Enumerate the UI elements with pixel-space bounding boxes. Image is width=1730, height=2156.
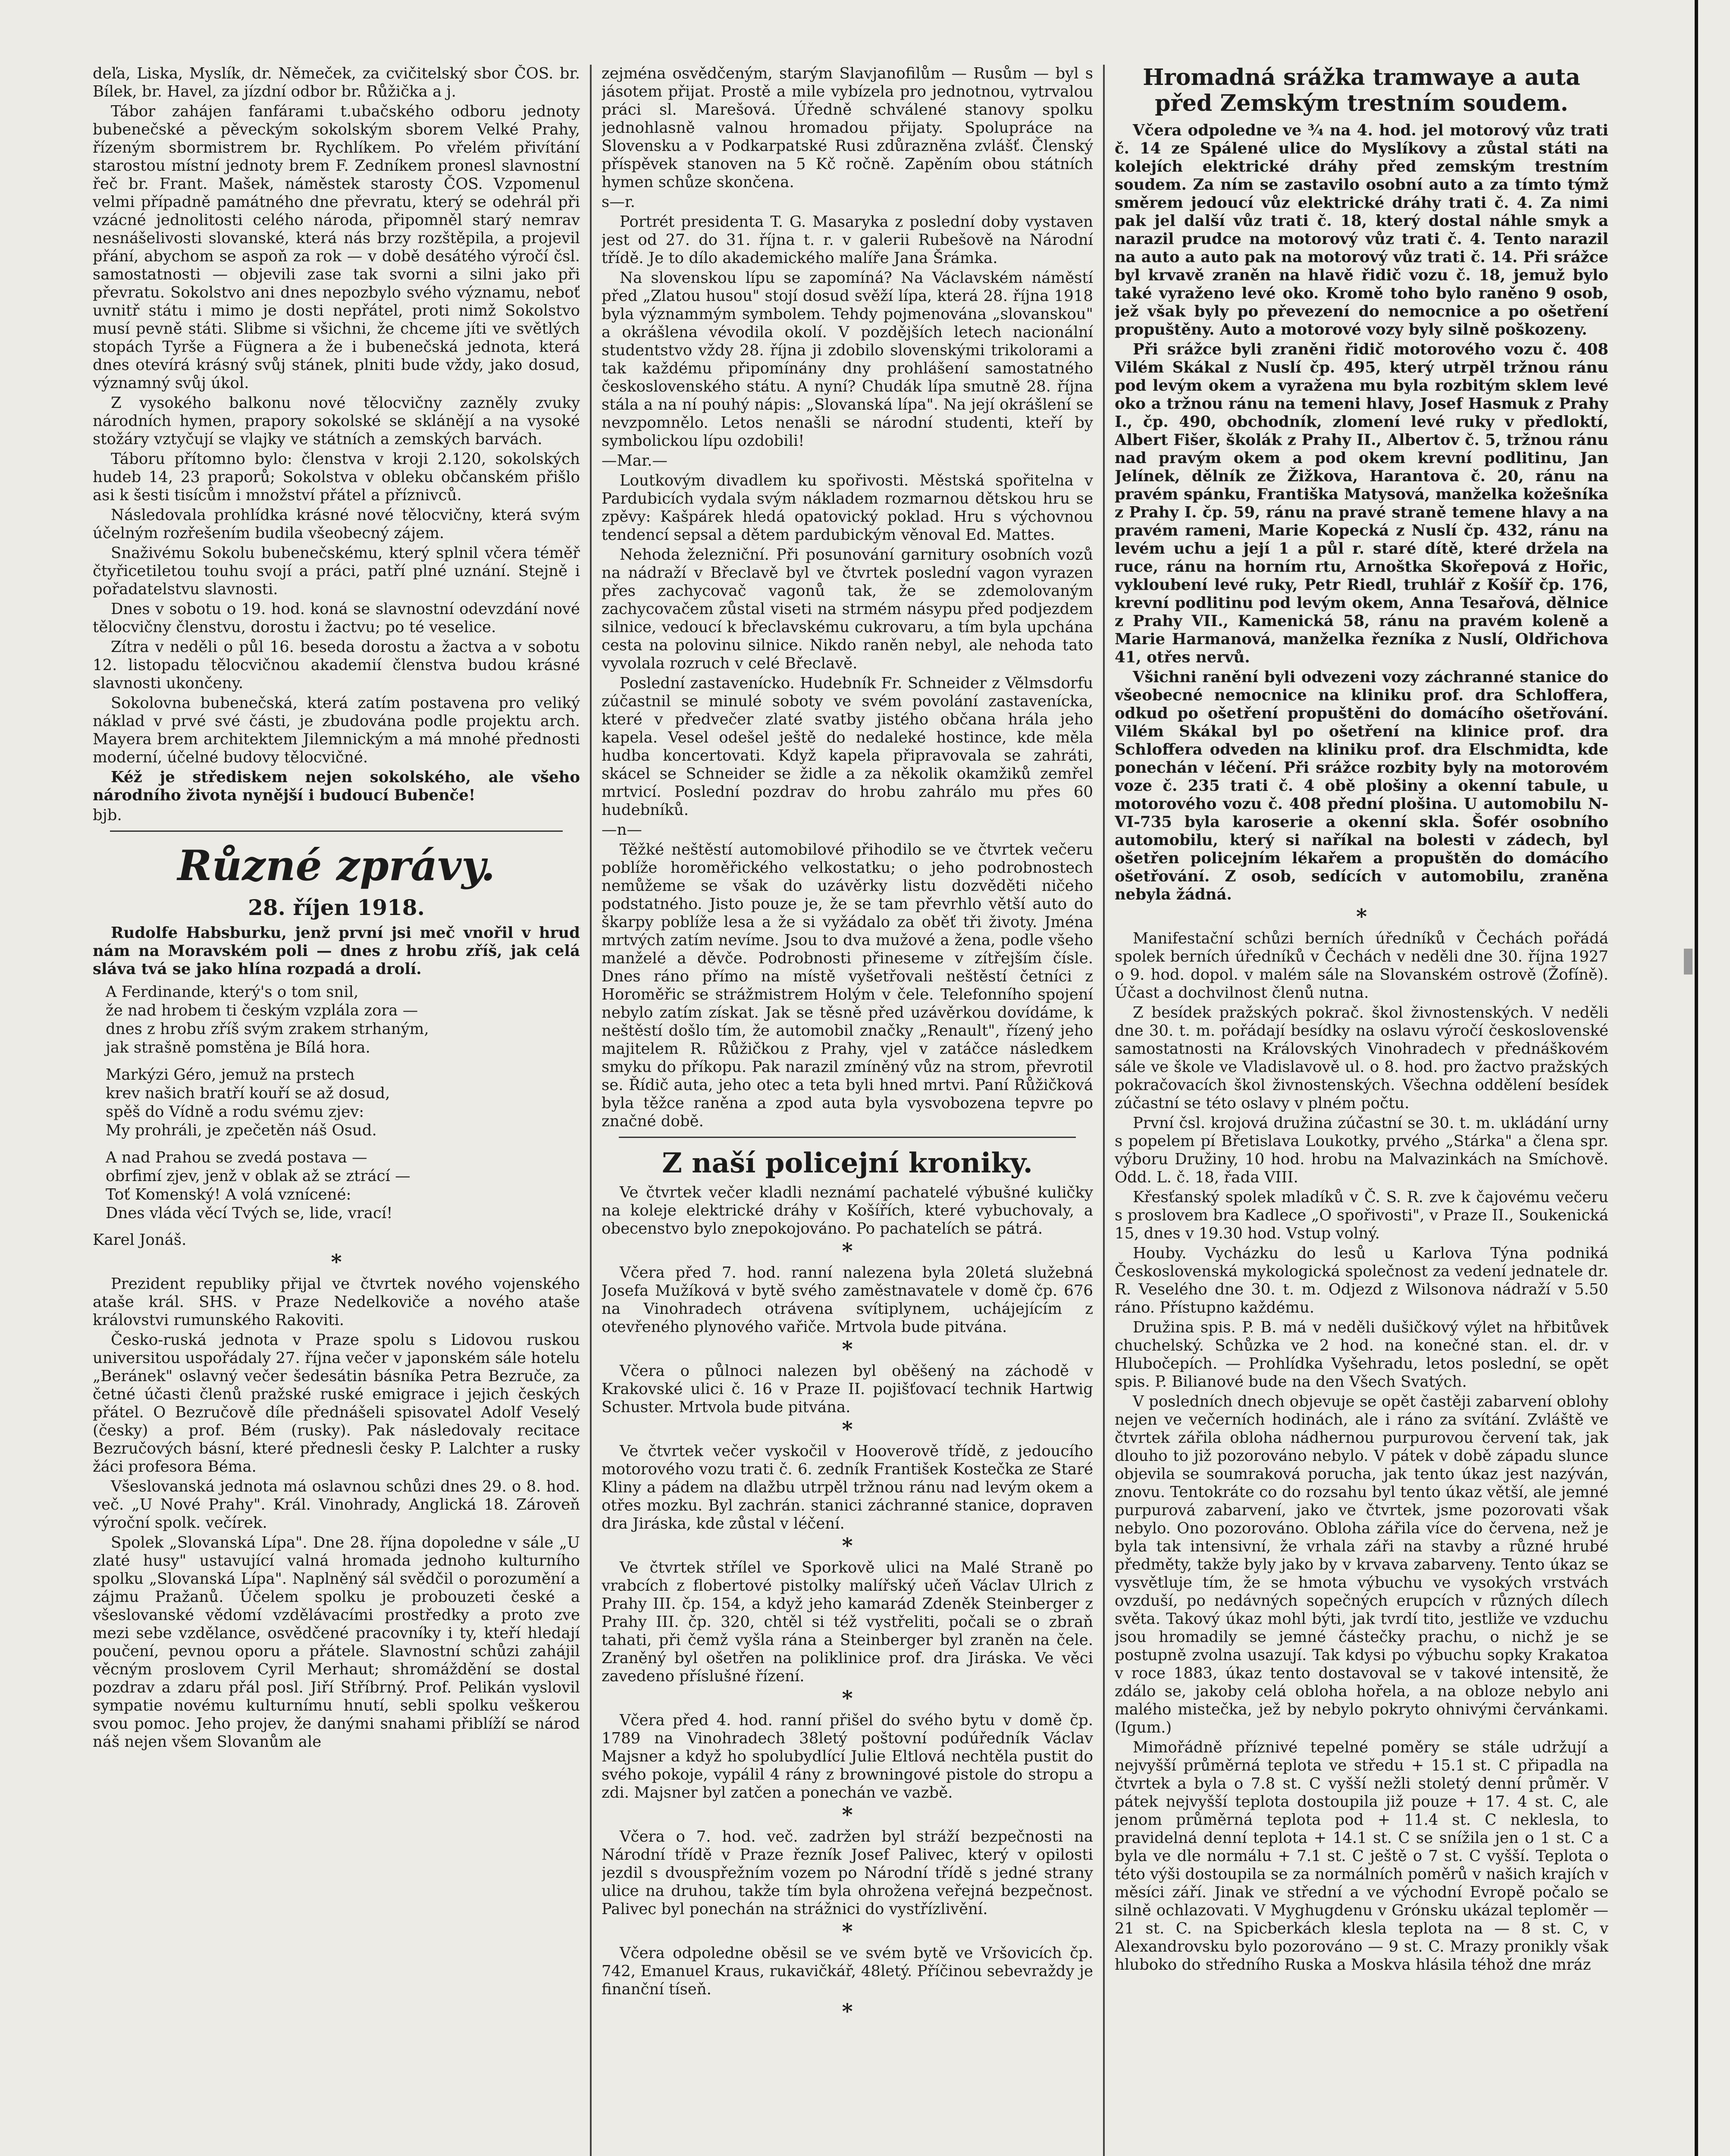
paragraph: Mimořádně příznivé tepelné poměry se stále udržují a nejvyšší průměrná teplota ve středu + 15.1 st. C připadla na čtvrtek a byla o 7.8 st. C vyšší nežli stoletý denní průměr. V pátek nejvyšší teplota dostoupila již pouze + 17. 4 st. C, ale jenom průměrná teplota pod + 11.4 st. C neklesla, to pravidelná denní teplota + 14.1 st. C se snížila jen o 1 st. C a byla ve dle normálu + 7.1 st. C ještě o 7 st. C vyšší. Teplota o této výši dostoupila se za normálních poměrů v našich krajích v měsíci září. Jinak ve střední a ve východní Evropě počalo se silně ochlazovati. V Myghugdenu v Grónsku ukázal teploměr — 21 st. C. na Spicberkách klesla teplota na — 8 st. C, v Alexandrovsku bylo pozorováno — 9 st. C. Mrazy pronikly však hluboko do středního Ruska a Moskva hlásila téhož dne mráz — [1115, 1739, 1608, 1974]
paragraph: Manifestační schůzi berních úředníků v Čechách pořádá spolek berních úředníků v Čechách v neděli dne 30. října 1927 o 9. hod. dopol. v malém sále na Slovanském ostrově (Žofíně). Účast a dochvilnost členů nutna. — [1115, 930, 1608, 1002]
poem-line: obrfimí zjev, jenž v oblak až se ztrácí — — [106, 1167, 411, 1185]
asterisk-divider: * — [1356, 905, 1367, 929]
poem-line: dnes z hrobu zříš svým zrakem strhaným, — [106, 1020, 429, 1038]
asterisk-divider: * — [842, 1337, 853, 1361]
paragraph: Kéž je střediskem nejen sokolského, ale všeho národního života nynější i budoucí Bubenče! — [93, 768, 580, 804]
article-heading: Hromadná srážka tramwaye a auta před Zemským trestním soudem. — [1143, 65, 1580, 116]
paragraph: Všichni ranění byli odvezeni vozy záchranné stanice do všeobecné nemocnice na kliniku prof. dra Schloffera, odkud po ošetření propuštěni do domácího ošetřování. Vilém Skákal byl po ošetření na klinice prof. dra Schloffera odveden na kliniku prof. dra Elschmidta, kde ponechán v léčení. Při srážce rozbity byly na motorovém voze č. 235 trati č. 4 obě plošiny a okenní tabule, u motorového vozu č. 408 přední plošina. U automobilu N-VI-735 byla karoserie a okenní skla. Šofér osobního automobilu, který si naříkal na bolesti v zádech, byl ošetřen policejním lékařem a propuštěn do domácího ošetřování. Z osob, sedících v automobilu, zraněna nebyla žádná. — [1115, 668, 1608, 903]
paragraph: Prezident republiky přijal ve čtvrtek nového vojenského ataše král. SHS. v Praze Nedelkoviče a nového ataše královstvi rumunského Rakoviti. — [93, 1275, 580, 1329]
paragraph: deľa, Liska, Myslík, dr. Němeček, za cvičitelský sbor ČOS. br. Bílek, br. Havel, za jízdní odbor br. Růžička a j. — [93, 65, 580, 100]
asterisk-divider: * — [842, 1803, 853, 1827]
poem-stanza — [106, 1148, 580, 1222]
column-middle — [602, 65, 1093, 2156]
paragraph: Těžké neštěstí automobilové přihodilo se ve čtvrtek večeru poblíže horoměřického velkostatku; o jeho podrobnostech nemůžeme se však do uzávěrky listu dozvěděti ničeho podstatného. Jisto pouze je, že se tam převrhlo větší auto do škarpy poblíže lesa a že si vyžádalo za oběť tři životy. Jména mrtvých zatím nevíme. Jsou to dva mužové a žena, podle všeho manželé a děvče. Podrobnosti přineseme v zítřejším čísle. Dnes ráno přímo na místě vyšetřovali neštěstí četníci z Horoměřic se strážmistrem Holým v čele. Telefonního spojení nebylo zatím získat. Jak se těsně před uzávěrkou dovídáme, k neštěstí došlo tím, že automobil značky „Renault", řízený jeho majitelem R. Růžičkou z Prahy, vjel v zatáčce následkem smyku do příkopu. Pak narazil zmíněný vůz na strom, převrotil se. Řídič auta, jeho otec a teta byli hned mrtvi. Paní Růžičková byla těžce raněna a zpod auta byla vysvobozena tepvre po značné době. — [602, 841, 1093, 1130]
asterisk-divider: * — [842, 1239, 853, 1263]
paragraph: V posledních dnech objevuje se opět častěji zabarvení oblohy nejen ve večerních hodinách, ale i ráno za svítání. Zvláště ve čtvrtek zářila obloha nádhernou purpurovou červení tak, jak dlouho to již pozorováno nebylo. V pátek v době západu slunce objevila se soumraková porucha, jak tento úkaz jest nazýván, znovu. Tentokráte co do rozsahu byl tento úkaz větší, ale jemné purpurová zabarvení, jako ve čtvrtek, jsme pozorovati však nebylo. Ono pozorováno. Obloha zářila více do červena, než je byla tak intensivní, že vrhala záři na stavby a různé hrubé předměty, takže byly jako by v krvava zabarveny. Tento úkaz se vysvětluje tím, že se hmota výbuchu ve vysokých vrstvách ovzduší, po nedávných sopečných erupcích v různých dílech světa. Takový úkaz mohl býti, jak tvrdí tito, jestliže ve vzduchu jsou hromadily se jemné částečky prachu, o nichž je se postupně zvolna usazují. Tak kdysi po výbuchu sopky Krakatoa v roce 1883, úkaz tento dostavoval se v takové intensitě, že zdálo se, jakoby celá obloha hořela, a na obloze nebylo ani malého mistečka, jež by nebylo pokryto ohnivými červánkami. (Igum.) — [1115, 1393, 1608, 1736]
paragraph: Včera o 7. hod. več. zadržen byl stráží bezpečnosti na Národní třídě v Praze řezník Josef Palivec, který v opilosti jezdil s dvouspřežním vozem po Národní třídě s jedné strany ulice na druhou, takže tím byla ohrožena veřejná bezpečnost. Palivec byl ponechán na strážnici do vystřízlivění. — [602, 1828, 1093, 1918]
paragraph: Sokolovna bubenečská, která zatím postavena pro veliký náklad v prvé své části, je zbudována podle projektu arch. Mayera brem architektem Jilemnickým a má mnohé přednosti moderní, účelné budovy tělocvičné. — [93, 694, 580, 766]
asterisk-divider: * — [842, 1919, 853, 1943]
paragraph: Z besídek pražských pokrač. škol živnostenských. V neděli dne 30. t. m. pořádají besídky na oslavu výročí československé samostatnosti na Královských Vinohradech v přednáškovém sále ve škole ve Vladislavově ul. o 8. hod. pro žactvo pražských pokračovacích škol živnostenských. Všechna oddělení besídek zúčastní se této oslavy v plném počtu. — [1115, 1004, 1608, 1112]
paragraph: Družina spis. P. B. má v neděli dušičkový výlet na hřbitůvek chuchelský. Schůzka ve 2 hod. na konečné stan. el. dr. v Hlubočepích. — Prohlídka Vyšehradu, letos poslední, se opět spis. P. Bilianové bude na den Všech Svatých. — [1115, 1319, 1608, 1391]
paragraph: Zítra v neděli o půl 16. beseda dorostu a žactva a v sobotu 12. listopadu tělocvičnou akademií členstva budou krásné slavnosti ukončeny. — [93, 638, 580, 692]
paragraph: Tábor zahájen fanfárami t.ubačského odboru jednoty bubenečské a pěveckým sokolským sborem Velké Prahy, řízeným sbormistrem br. Rychlíkem. Po vřelém přivítání starostou místní jednoty brem F. Zedníkem pronesl slavnostní řeč br. Frant. Mašek, náměstek starosty ČOS. Vzpomenul velmi případně památného dne převratu, který se odehrál při vzácné jednolitosti celého národa, připomněl starý nemrav nesnášelivosti slovanské, která nás brzy rozštěpila, a projevil přání, abychom se aspoň za rok — v době desátého výročí čsl. samostatnosti — objevili zase tak svorni a silni jako při převratu. Sokolstvo ani dnes nepozbylo svého významu, neboť uvnitř státu i mimo je dosti nepřátel, proti nimž Sokolstvo musí pevně státi. Slibme si všichni, že chceme jíti ve světlých stopách Tyrše a Fügnera a že i bubenečská jednota, která dnes otevírá krásný svůj stánek, plniti bude vždy, jako dosud, významný svůj úkol. — [93, 103, 580, 392]
paragraph: Včera před 7. hod. ranní nalezena byla 20letá služebná Josefa Mužíková v bytě svého zaměstnavatele v domě čp. 676 na Vinohradech otrávena svítiplynem, uchájejícím z otevřeného plynového vařiče. Mrtvola bude pitvána. — [602, 1264, 1093, 1336]
paragraph: Snaživému Sokolu bubenečskému, který splnil včera téměř čtyřicetiletou touhu svojí a práci, patří plné uznání. Stejně i pořadatelstvu slavnosti. — [93, 544, 580, 598]
poet-name: Karel Jonáš. — [93, 1231, 187, 1249]
poem-line: A nad Prahou se zvedá postava — — [106, 1149, 367, 1166]
paper-mark — [1684, 949, 1692, 975]
paragraph: zejména osvědčeným, starým Slavjanofilům — Rusům — byl s jásotem přijat. Prostě a mile vybízela pro jednotnou, vytrvalou práci sl. Marešová. Úředně schválené stanovy spolku jednohlasně valnou hromadou přijaty. Spolupráce na Slovensku a v Podkarpatské Rusi zdůrazněna zvlášť. Členský příspěvek stanoven na 5 Kč ročně. Zapěním obou státních hymen schůze skončena. — [602, 65, 1093, 191]
paragraph: Poslední zastavenícko. Hudebník Fr. Schneider z Vělmsdorfu zúčastnil se minulé soboty ve svém povolání zastavenícka, které v předvečer zlaté svatby jistého občana hrála jeho kapela. Vesel odešel ještě do nedaleké hostince, kde měla hudba koncertovati. Když kapela připravovala se zahráti, skácel se Schneider se židle a za několik okamžiků zemřel mrtvicí. Poslední pozdrav do hrobu zahrálo mu přes 60 hudebníků. — [602, 674, 1093, 819]
separator — [619, 1137, 1076, 1138]
column-right — [1115, 65, 1608, 2156]
paragraph: Spolek „Slovanská Lípa". Dne 28. října dopoledne v sále „U zlaté husy" ustavující valná hromada jednoho kulturního spolku „Slovanská Lípa". Naplněný sál svědčil o porozumění a zájmu Pražanů. Účelem spolku je probouzeti české a všeslovanské vědomí vzdělávacími prostředky a proto zve mezi sebe vzdělance, osvědčené pracovníky i ty, kteří hledají poučení, pevnou oporu a přátele. Slavnostní schůzi zahájil věcným proslovem Cyril Merhaut; shromáždění se dostal pozdrav a zdaru přál posl. Jiří Stříbrný. Prof. Pelikán vyslovil sympatie novému kulturnímu hnutí, sebli spolku veškerou svou pomoc. Jeho projev, že danými snahami přiblíží se národ náš nejen všem Slovanům ale — [93, 1534, 580, 1751]
poem-line: Toť Komenský! A volá vznícené: — [106, 1186, 351, 1203]
poem-line: A Ferdinande, který's o tom snil, — [106, 983, 359, 1001]
signature: s—r. — [602, 193, 636, 211]
paragraph: Nehoda železniční. Při posunování garnitury osobních vozů na nádraží v Břeclavě byl ve čtvrtek poslední vagon vyrazen přes zachycovač vagonů tak, že se zdemolovaným zachycovačem zůstal viseti na strmém násypu před podjezdem silnice, vedoucí k břeclavskému cukrovaru, a tím byla upchána cesta na polovinu silnice. Nikdo raněn nebyl, ale nehoda tato vyvolala rozruch v celé Břeclavě. — [602, 546, 1093, 672]
poem-line: spěš do Vídně a rodu svému zjev: — [106, 1103, 364, 1121]
asterisk-divider: * — [331, 1250, 342, 1274]
paragraph: Včera odpoledne oběsil se ve svém bytě ve Vršovicích čp. 742, Emanuel Kraus, rukavičkář, 48letý. Příčinou sebevraždy je finanční tíseň. — [602, 1944, 1093, 1998]
paragraph: Houby. Vycházku do lesů u Karlova Týna podniká Československá mykologická společnost za vedení jednatele dr. R. Veselého dne 30. t. m. Odjezd z Wilsonova nádraží v 5.50 ráno. Přístupno každému. — [1115, 1244, 1608, 1316]
paragraph: Včera o půlnoci nalezen byl oběšený na záchodě v Krakovské ulici č. 16 v Praze II. pojišťovací technik Hartwig Schuster. Mrtvola bude pitvána. — [602, 1362, 1093, 1416]
signature: —Mar.— — [602, 452, 668, 470]
paragraph: Česko-ruská jednota v Praze spolu s Lidovou ruskou universitou uspořádaly 27. října večer v japonském sále hotelu „Beránek" oslavný večer šedesátin básníka Petra Bezruče, za četné účasti členů pražské ruské emigrace i jejich českých přátel. O Bezručově díle přednášeli spisovatel Adolf Veselý (česky) a prof. Bém (rusky). Pak následovaly recitace Bezručových básní, které přednesli česky P. Lalchter a rusky žáci profesora Béma. — [93, 1331, 580, 1476]
poem — [106, 983, 580, 1222]
paragraph: Na slovenskou lípu se zapomíná? Na Václavském náměstí před „Zlatou husou" stojí dosud svěží lípa, která 28. října 1918 byla význammým symbolem. Tehdy pojmenována „slovanskou" a okrášlena vévodila okolí. V pozdějších letech nacionální studentstvo vždy 28. října ji zdobilo slovenskými trikolorami a tak každému připomínány dny prohlášení samostatného československého státu. A nyní? Chudák lípa smutně 28. října stála a na ní pouhý nápis: „Slovanská lípa". Na její okrášlení se nevzpomnělo. Letos nenašli se národní studenti, kteří by symbolickou lípu ozdobili! — [602, 269, 1093, 450]
paragraph: Portrét presidenta T. G. Masaryka z poslední doby vystaven jest od 27. do 31. října t. r. v galerii Rubešově na Národní třídě. Je to dílo akademického malíře Jana Šrámka. — [602, 213, 1093, 267]
column-rule — [1103, 65, 1105, 2156]
section-heading: Různé zprávy. — [177, 841, 495, 890]
poem-stanza — [106, 1065, 580, 1140]
paragraph: Následovala prohlídka krásné nové tělocvičny, která svým účelným rozřešením budila všeobecný zájem. — [93, 506, 580, 542]
poem-line: že nad hrobem ti českým vzplála zora — — [106, 1002, 418, 1019]
paragraph: Z vysokého balkonu nové tělocvičny zazněly zvuky národních hymen, prapory sokolské se sklánějí a na vysoké stožáry vztyčují se vlajky ve státních a zemských barvách. — [93, 394, 580, 448]
signature: bjb. — [93, 806, 122, 824]
separator — [110, 830, 563, 832]
asterisk-divider: * — [842, 1999, 853, 2024]
poem-line: Markýzi Géro, jemuž na prstech — [106, 1066, 355, 1084]
paragraph: Křesťanský spolek mladíků v Č. S. R. zve k čajovému večeru s proslovem bra Kadlece „O spořivosti", v Praze II., Soukenická 15, dnes v 19.30 hod. Vstup volný. — [1115, 1188, 1608, 1242]
article-subheading: 28. říjen 1918. — [248, 895, 425, 920]
paragraph: Táboru přítomno bylo: členstva v kroji 2.120, sokolských hudeb 14, 23 praporů; Sokolstva v obleku občanském přišlo asi k šesti tisícům i množství přátel a příznivců. — [93, 450, 580, 504]
poem-stanza — [106, 983, 580, 1057]
page-edge — [1695, 0, 1698, 2156]
column-left — [93, 65, 580, 2156]
paragraph: Všeslovanská jednota má oslavnou schůzi dnes 29. o 8. hod. več. „U Nové Prahy". Král. Vinohrady, Anglická 18. Zároveň výroční spolk. večírek. — [93, 1478, 580, 1532]
paragraph: Ve čtvrtek střílel ve Sporkově ulici na Malé Straně po vrabcích z flobertové pistolky malířský učeň Václav Ulrich z Prahy III. čp. 154, a když jeho kamarád Zdeněk Steinberger z Prahy III. čp. 320, chtěl si též vystřeliti, počali se o zbraň tahati, při čemž vyšla rána a Steinberger byl zraněn na čele. Zraněný byl ošetřen na poliklinice prof. dra Jiráska. Ve věci zavedeno příslušné řízení. — [602, 1559, 1093, 1685]
paragraph: První čsl. krojová družina zúčastní se 30. t. m. ukládání urny s popelem pí Břetislava Loukotky, prvého „Stárka" a člena spr. výboru Družiny, 10 hod. hrobu na Malvazinkách na Smíchově. Odd. L. č. 18, řada VIII. — [1115, 1114, 1608, 1186]
paragraph: Včera odpoledne ve ¾ na 4. hod. jel motorový vůz trati č. 14 ze Spálené ulice do Myslíkovy a zůstal státi na kolejích elektrické dráhy před zemským trestním soudem. Za ním se zastavilo osobní auto a za tímto týmž směrem jedoucí vůz elektrické dráhy trati č. 4. Za nimi pak jel další vůz trati č. 18, který dostal náhle smyk a narazil prudce na motorový vůz trati č. 4. Tento narazil na auto a auto pak na motorový vůz trati č. 14. Při srážce byl krvavě zraněn na hlavě řidič vozu č. 18, jemuž bylo také vyraženo levé oko. Kromě toho bylo raněno 9 osob, jež však byly po převezení do nemocnice a po ošetření propuštěny. Auto a motorové vozy byly silně poškozeny. — [1115, 122, 1608, 338]
asterisk-divider: * — [842, 1417, 853, 1442]
asterisk-divider: * — [842, 1686, 853, 1711]
section-heading: Z naší policejní kroniky. — [662, 1147, 1033, 1179]
column-rule — [590, 65, 592, 2156]
paragraph: Ve čtvrtek večer kladli neznámí pachatelé výbušné kuličky na koleje elektrické dráhy v Košířích, které vybuchovaly, a obecenstvo bylo znepokojováno. Po pachatelích se pátrá. — [602, 1184, 1093, 1238]
poem-line: My prohráli, je zpečetěn náš Osud. — [106, 1122, 377, 1139]
poem-line: krev našich bratří kouří se až dosud, — [106, 1084, 390, 1102]
paragraph: Dnes v sobotu o 19. hod. koná se slavnostní odevzdání nové tělocvičny členstvu, dorostu i žactvu; po té veselice. — [93, 600, 580, 636]
paragraph: Při srážce byli zraněni řidič motorového vozu č. 408 Vilém Skákal z Nuslí čp. 495, který utrpěl tržnou ránu pod levým okem a vyražena mu byla rozbitým sklem levé oko a tržnou ránu na temeni hlavy, Josef Hasmuk z Prahy I., čp. 490, obchodník, zlomení levé ruky v předloktí, Albert Fišer, školák z Prahy II., Albertov č. 5, tržnou ránu nad pravým okem a pod okem krevní podlitinu, Jan Jelínek, dělník ze Žižkova, Harantova č. 20, ránu na pravém spánku, Františka Matysová, manželka kožešníka z Prahy I. čp. 59, ránu na pravé straně temene hlavy a na pravém rameni, Marie Kopecká z Nuslí čp. 432, ránu na levém uchu a její 1 a půl r. staré dítě, které držela na ruce, ránu na horním rtu, Arnoštka Skořepová z Hořic, vykloubení levé ruky, Petr Riedl, truhlář z Košíř čp. 176, krevní podlitinu pod levým okem, Anna Tesařová, dělnice z Prahy VII., Kamenická 58, ránu na pravém koleně a Marie Harmanová, manželka řezníka z Nuslí, Oldřichova 41, otřes nervů. — [1115, 341, 1608, 666]
paragraph: Rudolfe Habsburku, jenž první jsi meč vnořil v hruď nám na Moravském poli — dnes z hrobu zříš, jak celá sláva tvá se jako hlína rozpadá a drolí. — [93, 924, 580, 978]
paragraph: Včera před 4. hod. ranní přišel do svého bytu v domě čp. 1789 na Vinohradech 38letý poštovní podúředník Václav Majsner a když ho spolubydlící Julie Eltlová nechtěla pustit do svého pokoje, vypálil 4 rány z browningové pistole do stropu a zdi. Majsner byl zatčen a ponechán ve vazbě. — [602, 1711, 1093, 1802]
asterisk-divider: * — [842, 1534, 853, 1558]
poem-line: Dnes vláda věcí Tvých se, lide, vrací! — [106, 1204, 393, 1222]
paragraph: Ve čtvrtek večer vyskočil v Hooverově třídě, z jedoucího motorového vozu trati č. 6. zedník František Kostečka ze Staré Kliny a pádem na dlažbu utrpěl tržnou ránu nad levým okem a otřes mozku. Byl zachrán. stanici záchranné stanice, dopraven dra Jiráska, kde zůstal v léčení. — [602, 1442, 1093, 1532]
poem-line: jak strašně pomstěna je Bílá hora. — [106, 1039, 370, 1056]
signature: —n— — [602, 821, 642, 839]
paragraph: Loutkovým divadlem ku spořivosti. Městská spořitelna v Pardubicích vydala svým nákladem rozmarnou dětskou hru se zpěvy: Kašpárek hledá opatovický poklad. Hru s výchovnou tendencí sepsal a dětem pardubickým věnoval Ed. Mattes. — [602, 472, 1093, 544]
